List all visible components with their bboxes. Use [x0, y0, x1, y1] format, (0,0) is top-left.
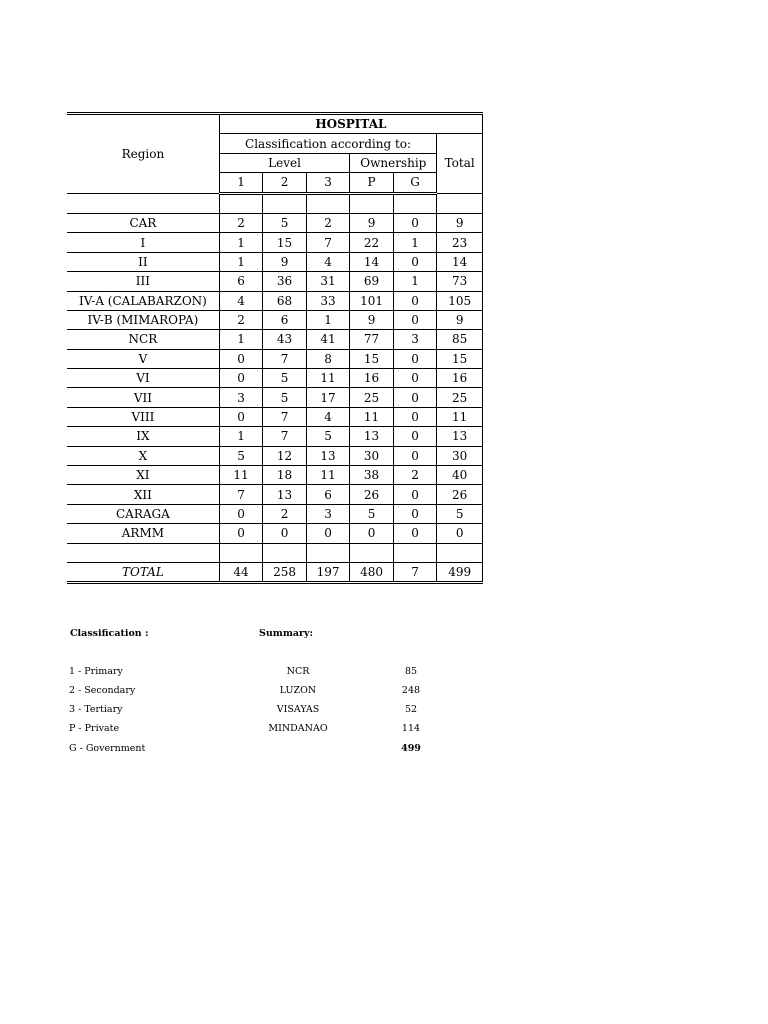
cell-private: 77 [350, 330, 394, 349]
cell-government: 2 [393, 466, 437, 485]
cell-government: 3 [393, 330, 437, 349]
summary-value: 52 [404, 704, 418, 715]
cell-level-1: 0 [219, 504, 263, 523]
summary-value: 114 [401, 723, 421, 734]
table-row [67, 427, 483, 446]
table-row [67, 213, 483, 232]
blank-row [67, 543, 483, 562]
hospital-table [67, 112, 483, 584]
summary-name: VISAYAS [276, 704, 320, 715]
cell-level-3: 5 [306, 427, 350, 446]
cell-region: IX [67, 427, 219, 446]
cell-level-2: 6 [263, 310, 307, 329]
cell-government: 0 [393, 291, 437, 310]
cell-level-1: 3 [219, 388, 263, 407]
region-header-label: Region [121, 146, 165, 161]
cell-level-3: 41 [306, 330, 350, 349]
table-row [67, 388, 483, 407]
cell-government: 0 [393, 446, 437, 465]
grand-total: 499 [437, 562, 483, 582]
cell-region: VII [67, 388, 219, 407]
region-header [67, 114, 219, 194]
cell-total: 40 [437, 466, 483, 485]
cell-private: 5 [350, 504, 394, 523]
cell-total: 85 [437, 330, 483, 349]
table-row [67, 349, 483, 368]
cell-total: 16 [437, 369, 483, 388]
total-row [67, 562, 483, 582]
table-row [67, 466, 483, 485]
cell-government: 0 [393, 485, 437, 504]
cell-level-1: 2 [219, 213, 263, 232]
table-row [67, 233, 483, 252]
cell-region: II [67, 252, 219, 271]
cell-government: 0 [393, 407, 437, 426]
cell-level-2: 13 [263, 485, 307, 504]
cell-level-3: 6 [306, 485, 350, 504]
total-level-3: 197 [306, 562, 350, 582]
cell-level-3: 11 [306, 369, 350, 388]
cell-region: VI [67, 369, 219, 388]
cell-government: 0 [393, 252, 437, 271]
cell-region: ARMM [67, 524, 219, 543]
table-row [67, 504, 483, 523]
cell-level-1: 1 [219, 233, 263, 252]
cell-level-3: 7 [306, 233, 350, 252]
total-government: 7 [393, 562, 437, 582]
ownership-header: Ownership [350, 153, 437, 172]
cell-private: 9 [350, 310, 394, 329]
cell-region: NCR [67, 330, 219, 349]
cell-private: 13 [350, 427, 394, 446]
cell-level-1: 0 [219, 407, 263, 426]
cell-government: 0 [393, 369, 437, 388]
cell-government: 0 [393, 213, 437, 232]
total-private: 480 [350, 562, 394, 582]
cell-level-2: 5 [263, 213, 307, 232]
cell-level-1: 5 [219, 446, 263, 465]
cell-government: 0 [393, 310, 437, 329]
cell-level-2: 2 [263, 504, 307, 523]
summary-value: 85 [404, 666, 418, 677]
cell-region: IV-B (MIMAROPA) [67, 310, 219, 329]
table-row [67, 446, 483, 465]
cell-total: 14 [437, 252, 483, 271]
cell-private: 22 [350, 233, 394, 252]
legend-item: 1 - Primary [69, 666, 123, 677]
cell-level-1: 1 [219, 330, 263, 349]
cell-government: 0 [393, 388, 437, 407]
summary-name: MINDANAO [268, 723, 328, 734]
cell-government: 1 [393, 272, 437, 291]
table-row [67, 272, 483, 291]
cell-government: 0 [393, 427, 437, 446]
legend-item: 3 - Tertiary [69, 704, 123, 715]
cell-total: 30 [437, 446, 483, 465]
cell-level-1: 0 [219, 524, 263, 543]
cell-level-3: 2 [306, 213, 350, 232]
cell-level-3: 17 [306, 388, 350, 407]
cell-total: 26 [437, 485, 483, 504]
cell-level-1: 11 [219, 466, 263, 485]
total-label: TOTAL [67, 562, 219, 582]
cell-level-1: 0 [219, 349, 263, 368]
level-header: Level [219, 153, 350, 172]
cell-region: VIII [67, 407, 219, 426]
cell-level-2: 18 [263, 466, 307, 485]
cell-level-1: 4 [219, 291, 263, 310]
cell-private: 69 [350, 272, 394, 291]
cell-level-3: 3 [306, 504, 350, 523]
cell-total: 73 [437, 272, 483, 291]
cell-region: CAR [67, 213, 219, 232]
sub-header-g: G [393, 173, 437, 193]
summary-name: NCR [286, 666, 310, 677]
cell-private: 25 [350, 388, 394, 407]
table-row [67, 252, 483, 271]
classification-header: Classification according to: [219, 134, 437, 153]
hospital-group-header: HOSPITAL [219, 114, 482, 134]
cell-total: 0 [437, 524, 483, 543]
cell-private: 14 [350, 252, 394, 271]
cell-level-2: 5 [263, 388, 307, 407]
total-level-2: 258 [263, 562, 307, 582]
cell-level-3: 31 [306, 272, 350, 291]
cell-level-2: 0 [263, 524, 307, 543]
cell-region: I [67, 233, 219, 252]
cell-total: 15 [437, 349, 483, 368]
cell-level-1: 7 [219, 485, 263, 504]
cell-level-2: 7 [263, 427, 307, 446]
cell-government: 0 [393, 504, 437, 523]
legend-title: Classification : [70, 628, 149, 639]
cell-region: CARAGA [67, 504, 219, 523]
total-level-1: 44 [219, 562, 263, 582]
legend-item: 2 - Secondary [69, 685, 136, 696]
table-row [67, 310, 483, 329]
cell-level-2: 15 [263, 233, 307, 252]
table-row [67, 330, 483, 349]
sub-header-2: 2 [263, 173, 307, 193]
cell-region: IV-A (CALABARZON) [67, 291, 219, 310]
cell-level-2: 5 [263, 369, 307, 388]
cell-level-2: 9 [263, 252, 307, 271]
cell-total: 13 [437, 427, 483, 446]
cell-private: 16 [350, 369, 394, 388]
cell-level-2: 12 [263, 446, 307, 465]
cell-region: XI [67, 466, 219, 485]
cell-private: 30 [350, 446, 394, 465]
cell-private: 11 [350, 407, 394, 426]
cell-level-2: 36 [263, 272, 307, 291]
cell-total: 9 [437, 213, 483, 232]
cell-level-3: 33 [306, 291, 350, 310]
total-header: Total [437, 134, 483, 193]
cell-level-2: 7 [263, 407, 307, 426]
cell-level-3: 1 [306, 310, 350, 329]
cell-level-3: 11 [306, 466, 350, 485]
summary-title: Summary: [259, 628, 314, 639]
cell-total: 9 [437, 310, 483, 329]
table-row [67, 369, 483, 388]
cell-government: 0 [393, 349, 437, 368]
cell-level-2: 7 [263, 349, 307, 368]
cell-total: 11 [437, 407, 483, 426]
cell-region: XII [67, 485, 219, 504]
cell-private: 38 [350, 466, 394, 485]
table-row [67, 291, 483, 310]
cell-level-1: 6 [219, 272, 263, 291]
cell-level-2: 43 [263, 330, 307, 349]
cell-level-1: 0 [219, 369, 263, 388]
cell-region: X [67, 446, 219, 465]
cell-total: 23 [437, 233, 483, 252]
blank-row [67, 193, 483, 213]
cell-private: 15 [350, 349, 394, 368]
summary-name: LUZON [279, 685, 317, 696]
cell-region: III [67, 272, 219, 291]
summary-total-value: 499 [401, 743, 421, 754]
sub-header-p: P [350, 173, 394, 193]
cell-level-1: 1 [219, 427, 263, 446]
cell-level-3: 4 [306, 407, 350, 426]
cell-total: 105 [437, 291, 483, 310]
cell-government: 0 [393, 524, 437, 543]
legend-item: G - Government [69, 743, 146, 754]
cell-total: 5 [437, 504, 483, 523]
cell-level-2: 68 [263, 291, 307, 310]
cell-private: 0 [350, 524, 394, 543]
summary-value: 248 [401, 685, 421, 696]
sub-header-1: 1 [219, 173, 263, 193]
cell-total: 25 [437, 388, 483, 407]
cell-level-1: 2 [219, 310, 263, 329]
cell-level-3: 4 [306, 252, 350, 271]
cell-region: V [67, 349, 219, 368]
cell-private: 26 [350, 485, 394, 504]
cell-level-3: 8 [306, 349, 350, 368]
cell-private: 9 [350, 213, 394, 232]
table-row [67, 524, 483, 543]
cell-government: 1 [393, 233, 437, 252]
table-row [67, 407, 483, 426]
cell-level-3: 13 [306, 446, 350, 465]
table-row [67, 485, 483, 504]
sub-header-3: 3 [306, 173, 350, 193]
cell-level-3: 0 [306, 524, 350, 543]
cell-level-1: 1 [219, 252, 263, 271]
cell-private: 101 [350, 291, 394, 310]
legend-item: P - Private [69, 723, 120, 734]
